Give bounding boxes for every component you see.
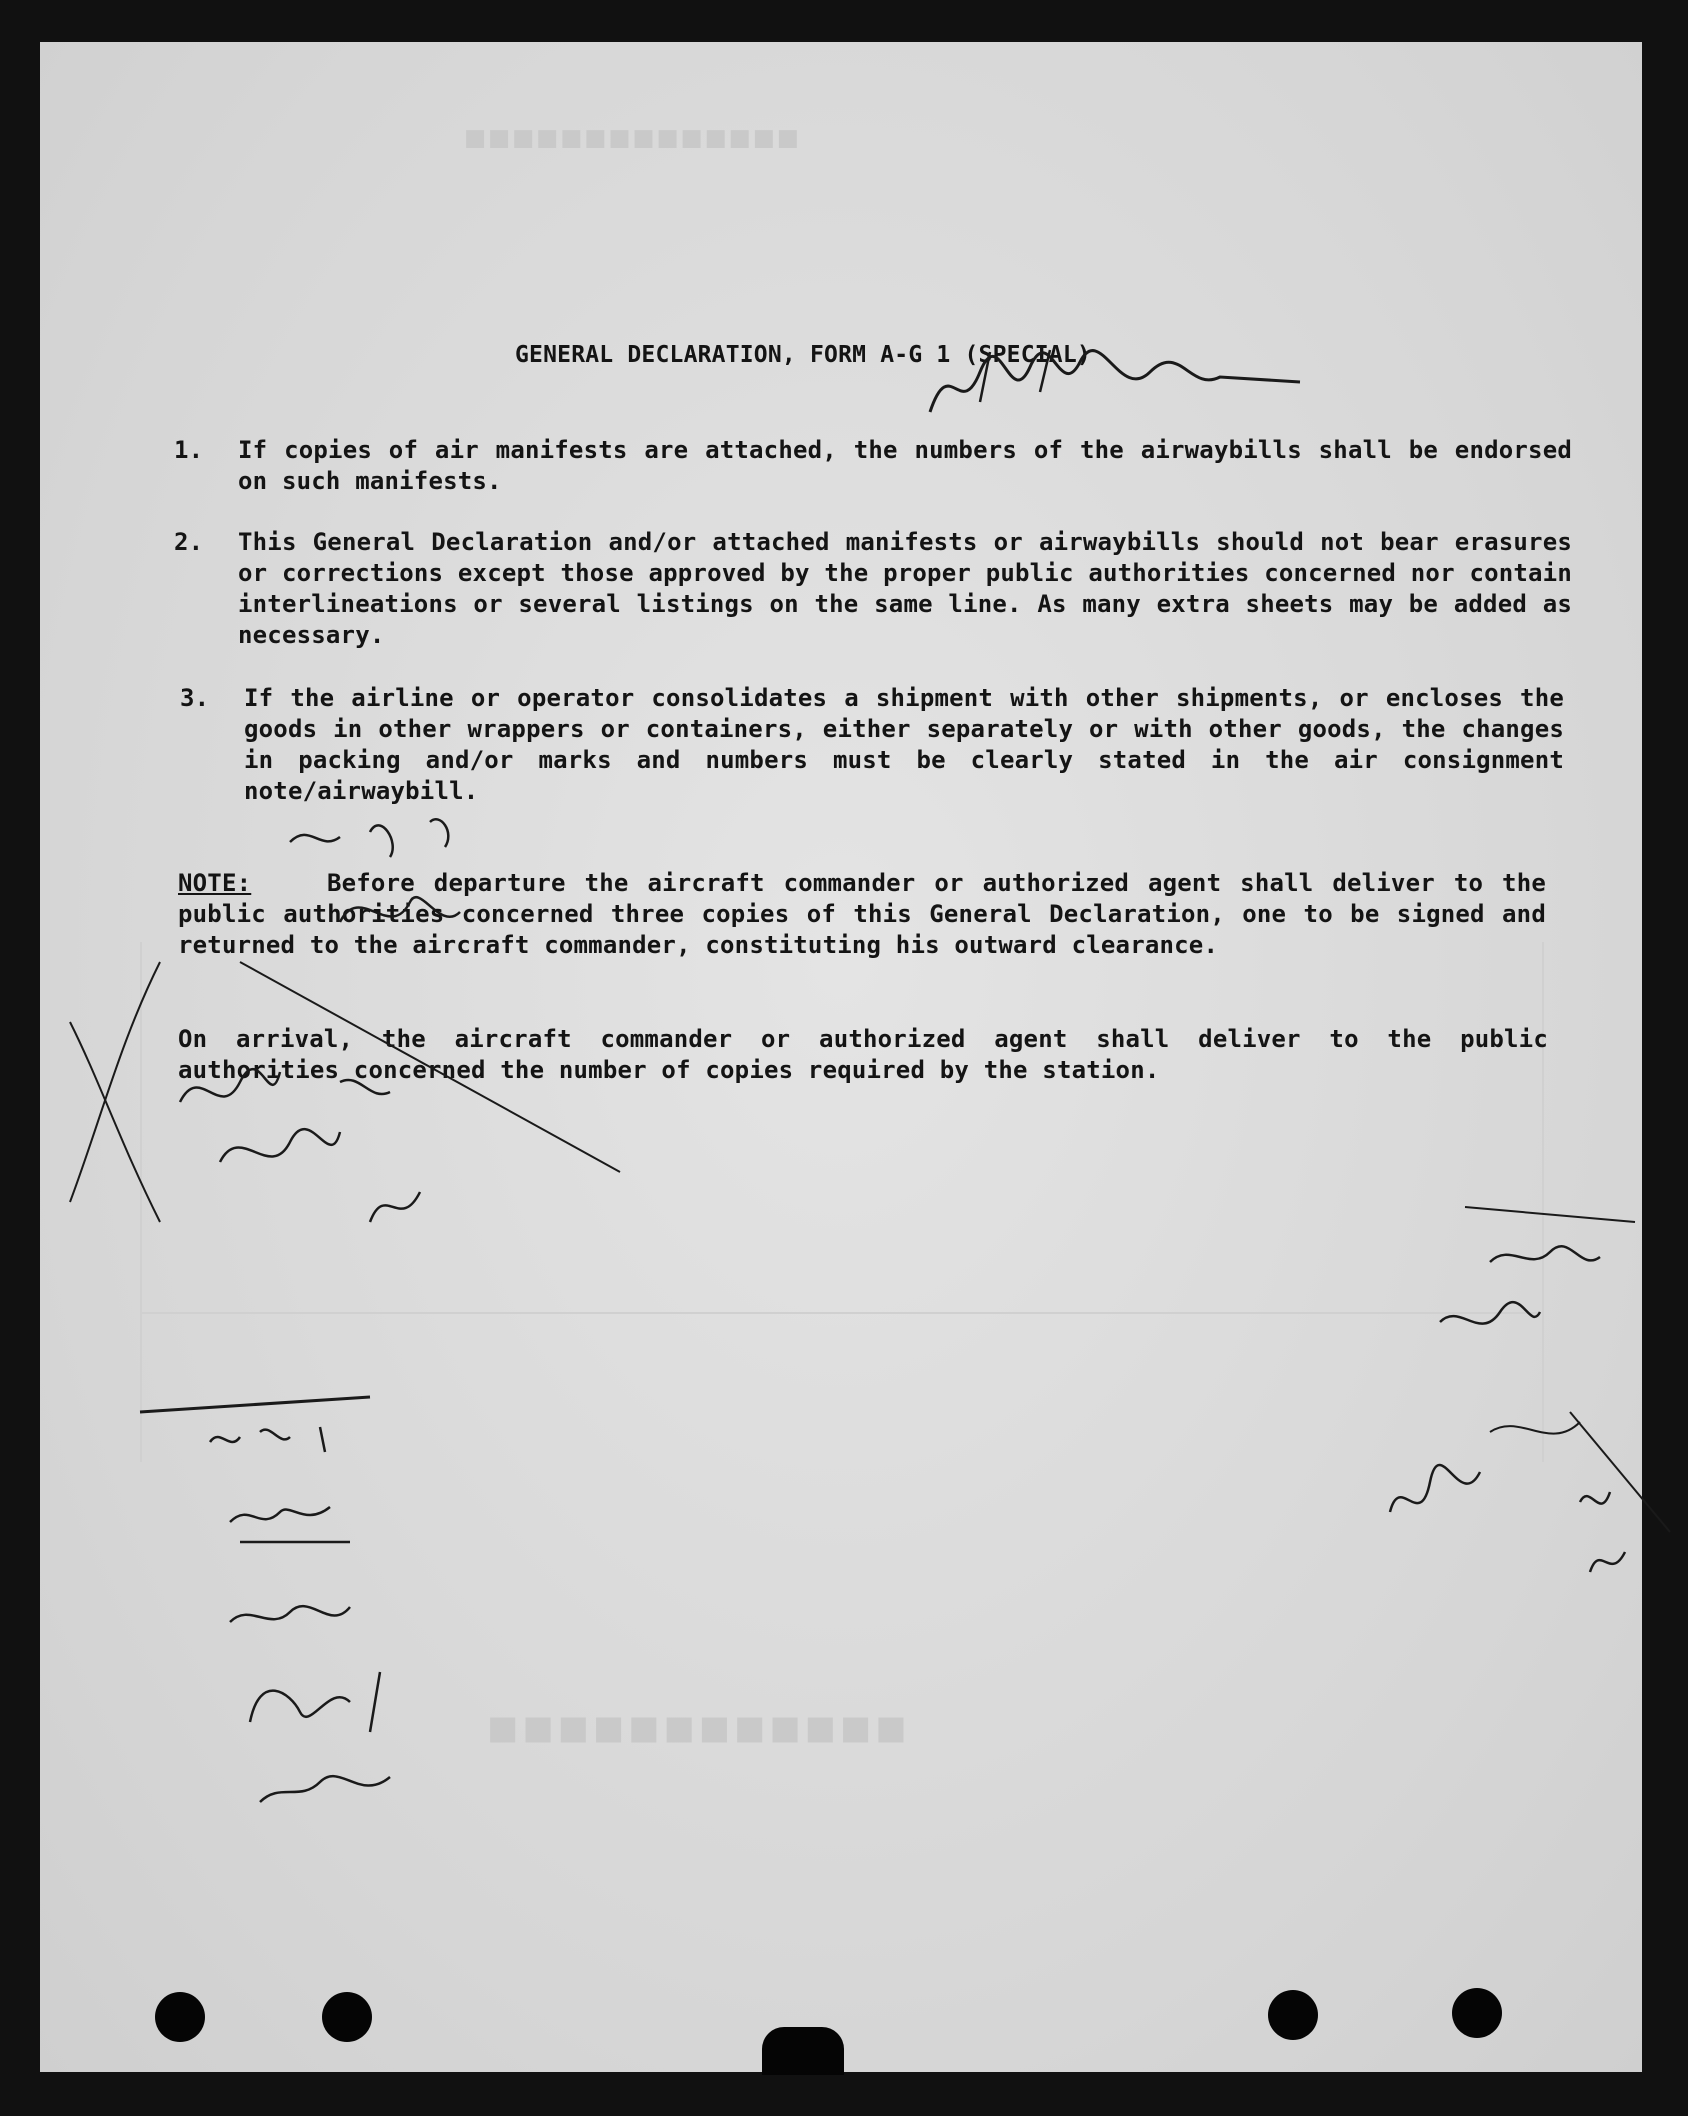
item-number: 1. — [174, 436, 204, 464]
item-number: 3. — [180, 684, 210, 712]
handwriting-left-diagonal — [40, 922, 660, 1342]
item-text: If the airline or operator consolidates a shipment with other shipments, or encloses the goods in other wrappers or containers, either separately or with other goods, the changes in packing and/or marks and numbers must be clearly stated in the air consignment note/airwaybill. — [244, 684, 1564, 805]
note-label: NOTE: — [178, 869, 252, 897]
punch-hole — [155, 1992, 205, 2042]
handwriting-left-column — [130, 1392, 450, 1812]
torn-notch — [762, 2027, 844, 2075]
punch-hole — [322, 1992, 372, 2042]
arrival-paragraph: On arrival, the aircraft commander or authorized agent shall deliver to the public authorities concerned the number of copies required by the station. — [178, 1025, 1548, 1084]
page-title: GENERAL DECLARATION, FORM A-G 1 (SPECIAL) — [515, 342, 1091, 368]
item-number: 2. — [174, 528, 204, 556]
document-page — [40, 42, 1642, 2072]
handwriting-right-column — [1280, 1232, 1680, 1622]
bleed-through-header: ■■■■■■■■■■■■■■ — [460, 120, 797, 155]
note-text: Before departure the aircraft commander or authorized agent shall deliver to the public authorities concerned three copies of this General Declaration, one to be signed and returned to the aircraft commander, constituting his outward clearance. — [178, 869, 1546, 959]
item-text: If copies of air manifests are attached, the numbers of the airwaybills shall be endorsed on such manifests. — [238, 436, 1572, 495]
handwriting-right-line — [1460, 1192, 1640, 1232]
bleed-through-footer: ■■■■■■■■■■■■ — [480, 1702, 904, 1751]
handwriting-scribble-top — [920, 342, 1340, 432]
item-text: This General Declaration and/or attached manifests or airwaybills should not bear erasures or corrections except those approved by the proper public authorities concerned nor contain interlineations or several listings on the same line. As many extra sheets may be added as necessary. — [238, 528, 1572, 649]
punch-hole — [1452, 1988, 1502, 2038]
punch-hole — [1268, 1990, 1318, 2040]
